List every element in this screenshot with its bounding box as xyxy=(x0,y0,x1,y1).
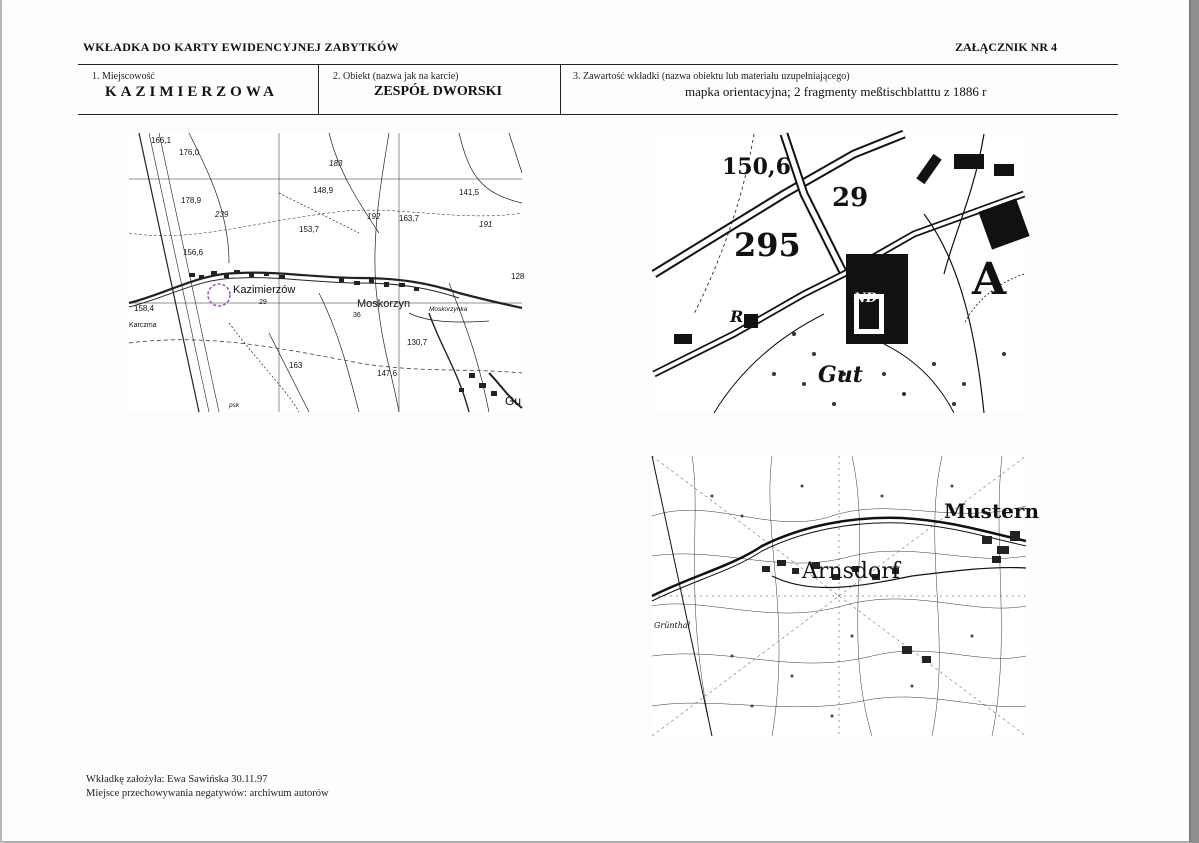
map-label: 163,7 xyxy=(399,214,420,223)
map-label: Grünthal xyxy=(654,621,691,630)
map-label: 158,4 xyxy=(134,304,155,313)
map-label: 295 xyxy=(734,226,801,264)
map-label: 178,9 xyxy=(181,196,202,205)
detail-map-graphic xyxy=(654,134,1024,413)
map-label: 141,5 xyxy=(459,188,480,197)
detail-map-fragment xyxy=(654,134,1024,413)
map-label: Karczma xyxy=(129,322,157,329)
map-label: 147,6 xyxy=(377,369,398,378)
map-label: 239 xyxy=(215,210,229,219)
document-sheet xyxy=(2,0,1189,841)
orientation-map-graphic xyxy=(129,133,525,412)
map-label: 36 xyxy=(353,312,361,319)
map-label: Gut xyxy=(818,362,863,388)
map-label: ND xyxy=(854,291,878,306)
map-label: 176,0 xyxy=(179,148,200,157)
map-label: 183 xyxy=(329,159,343,168)
content-cell xyxy=(561,65,1118,114)
negatives-location-note: Miejsce przechowywania negatywów: archiwum autorów xyxy=(86,788,329,799)
map-label: psk xyxy=(229,402,240,409)
overview-map-graphic xyxy=(652,456,1039,736)
founded-by-note: Wkładkę założyła: Ewa Sawińska 30.11.97 xyxy=(86,774,268,785)
map-label: 29 xyxy=(259,299,267,306)
village-label: Moskorzyn xyxy=(357,298,411,310)
map-label: Mustern xyxy=(944,499,1039,523)
overview-map-fragment xyxy=(652,456,1039,736)
object-value: ZESPÓŁ DWORSKI xyxy=(374,84,502,99)
map-label: Arnsdorf xyxy=(802,559,900,584)
location-marker xyxy=(208,284,230,306)
map-label: 166,1 xyxy=(151,136,172,145)
map-label: 156,6 xyxy=(183,248,204,257)
map-label: R xyxy=(730,307,744,326)
locality-label: 1. Miejscowość xyxy=(92,71,155,82)
village-label: Gu xyxy=(505,394,522,408)
map-label: 29 xyxy=(832,183,869,213)
map-label: 153,7 xyxy=(299,225,320,234)
map-label: Moskorzynka xyxy=(429,306,468,313)
orientation-map xyxy=(129,133,525,412)
map-label: 130,7 xyxy=(407,338,428,347)
object-cell xyxy=(319,65,561,114)
document-title: WKŁADKA DO KARTY EWIDENCYJNEJ ZABYTKÓW xyxy=(83,40,399,54)
map-label: 191 xyxy=(479,220,493,229)
content-value: mapka orientacyjna; 2 fragmenty meßtischblatttu z 1886 r xyxy=(685,84,987,99)
annex-number: ZAŁĄCZNIK NR 4 xyxy=(954,40,1057,54)
page-edge-strip xyxy=(1189,0,1199,843)
map-label: 192 xyxy=(367,212,381,221)
map-label: A xyxy=(972,254,1007,305)
village-label: Kazimierzów xyxy=(233,284,296,296)
map-label: 163 xyxy=(289,361,303,370)
header-fields-table xyxy=(78,64,1118,115)
locality-cell xyxy=(78,65,319,114)
map-label: 148,9 xyxy=(313,186,334,195)
map-label: 150,6 xyxy=(722,154,791,180)
object-label: 2. Obiekt (nazwa jak na karcie) xyxy=(333,71,459,82)
content-label: 3. Zawartość wkładki (nazwa obiektu lub materiału uzupełniającego) xyxy=(573,71,850,82)
locality-value: KAZIMIERZOWA xyxy=(105,84,279,100)
map-label: 128 xyxy=(511,272,525,281)
